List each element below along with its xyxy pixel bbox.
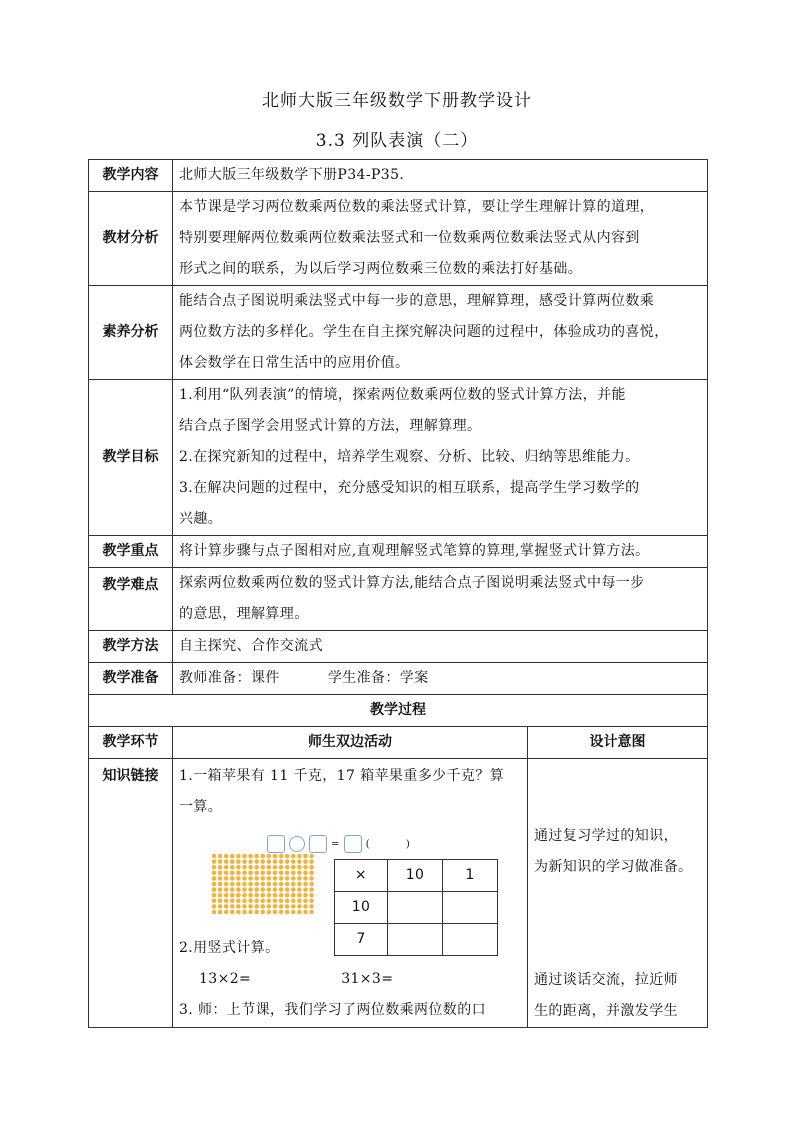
question-1-line: 一算。 <box>179 798 223 815</box>
array-dot <box>279 887 284 892</box>
doc-subtitle: 3.3 列队表演（二） <box>315 131 479 151</box>
array-dot <box>248 904 253 909</box>
array-dot <box>254 870 259 875</box>
array-dot <box>248 864 253 869</box>
array-dot <box>212 859 217 864</box>
array-dot <box>224 864 229 869</box>
array-dot <box>218 904 223 909</box>
blank-circle <box>289 836 305 852</box>
activity-cell <box>173 759 528 1028</box>
array-dot <box>291 892 296 897</box>
calc-a: 13×2= <box>199 970 252 987</box>
array-dot <box>224 887 229 892</box>
array-dot <box>230 909 235 914</box>
array-dot <box>273 898 278 903</box>
array-dot <box>218 870 223 875</box>
array-dot <box>224 898 229 903</box>
text-prep <box>173 663 708 695</box>
array-dot <box>248 859 253 864</box>
text-content: 北师大版三年级数学下册P34-P35. <box>173 160 708 192</box>
array-dot <box>212 864 217 869</box>
array-dot <box>303 876 308 881</box>
grid-empty-cell <box>388 891 443 923</box>
array-dot <box>297 904 302 909</box>
text-focus: 将计算步骤与点子图相对应,直观理解竖式笔算的算理,掌握竖式计算方法。 <box>173 536 708 568</box>
array-dot <box>248 881 253 886</box>
grid-row-label: 7 <box>335 923 388 955</box>
array-dot <box>236 904 241 909</box>
label-method: 教学方法 <box>89 631 173 663</box>
row-focus <box>89 536 708 568</box>
array-dot <box>291 881 296 886</box>
array-dot <box>236 881 241 886</box>
array-dot <box>261 892 266 897</box>
array-dot <box>261 864 266 869</box>
array-dot <box>279 876 284 881</box>
literacy-line: 能结合点子图说明乘法竖式中每一步的意思，理解算理，感受计算两位数乘 <box>179 293 655 309</box>
grid-empty-cell <box>388 923 443 955</box>
array-dot <box>309 876 314 881</box>
array-dot <box>248 909 253 914</box>
array-dot <box>254 898 259 903</box>
array-dot <box>212 892 217 897</box>
array-dot <box>248 876 253 881</box>
process-heading: 教学过程 <box>89 695 708 727</box>
array-dot <box>291 870 296 875</box>
difficulty-line: 的意思，理解算理。 <box>179 606 309 622</box>
array-dot <box>303 904 308 909</box>
array-dot <box>261 859 266 864</box>
array-dot <box>236 859 241 864</box>
array-dot <box>254 881 259 886</box>
array-dot <box>218 898 223 903</box>
goals-line: 结合点子图学会用竖式计算的方法，理解算理。 <box>179 418 482 434</box>
label-analysis: 教材分析 <box>89 192 173 286</box>
array-dot <box>267 909 272 914</box>
array-dot <box>242 859 247 864</box>
array-dot <box>224 870 229 875</box>
grid-empty-cell <box>443 891 498 923</box>
array-dot <box>212 876 217 881</box>
array-dot <box>285 898 290 903</box>
array-dot <box>218 909 223 914</box>
question-2: 2.用竖式计算。 <box>179 939 280 956</box>
label-literacy: 素养分析 <box>89 286 173 380</box>
array-dot <box>236 876 241 881</box>
grid-header-cell: × <box>335 859 388 891</box>
array-dot <box>230 898 235 903</box>
array-dot <box>254 904 259 909</box>
array-dot <box>279 853 284 858</box>
array-dot <box>261 881 266 886</box>
intent-1-line: 通过复习学过的知识， <box>534 828 678 844</box>
row-method <box>89 631 708 663</box>
array-dot <box>261 876 266 881</box>
array-dot <box>230 864 235 869</box>
array-dot <box>224 876 229 881</box>
intent-1-line: 为新知识的学习做准备。 <box>534 859 693 875</box>
array-dot <box>279 881 284 886</box>
col-activity: 师生双边活动 <box>173 727 528 759</box>
array-dot <box>236 853 241 858</box>
array-dot <box>309 892 314 897</box>
text-literacy <box>173 286 708 380</box>
array-dot <box>236 892 241 897</box>
row-process-heading <box>89 695 708 727</box>
array-dot <box>303 892 308 897</box>
array-dot <box>297 898 302 903</box>
array-dot <box>267 864 272 869</box>
array-dot <box>254 864 259 869</box>
array-dot <box>297 881 302 886</box>
array-dot <box>279 859 284 864</box>
array-dot <box>303 870 308 875</box>
goals-line: 2.在探究新知的过程中，培养学生观察、分析、比较、归纳等思维能力。 <box>179 449 640 465</box>
grid-row-label: 10 <box>335 891 388 923</box>
row-content <box>89 160 708 192</box>
blank-box <box>309 835 327 853</box>
array-dot <box>279 864 284 869</box>
array-dot <box>212 887 217 892</box>
array-dot <box>236 898 241 903</box>
array-dot <box>248 887 253 892</box>
array-dot <box>285 892 290 897</box>
row-goals <box>89 380 708 536</box>
array-dot <box>218 892 223 897</box>
label-prep: 教学准备 <box>89 663 173 695</box>
array-dot <box>230 853 235 858</box>
array-dot <box>261 870 266 875</box>
array-dot <box>279 892 284 897</box>
analysis-line: 形式之间的联系，为以后学习两位数乘三位数的乘法打好基础。 <box>179 261 583 277</box>
array-dot <box>242 876 247 881</box>
array-dot <box>309 904 314 909</box>
array-dot <box>230 876 235 881</box>
array-dot <box>218 876 223 881</box>
calc-b: 31×3= <box>341 970 394 987</box>
text-analysis <box>173 192 708 286</box>
prep-teacher: 教师准备：课件 <box>179 670 280 686</box>
array-dot <box>230 870 235 875</box>
text-difficulty <box>173 568 708 631</box>
array-dot <box>291 898 296 903</box>
label-difficulty: 教学难点 <box>89 568 173 631</box>
array-dot <box>297 876 302 881</box>
array-dot <box>261 904 266 909</box>
intent-2-line: 通过谈话交流，拉近师 <box>534 972 678 988</box>
array-dot <box>273 859 278 864</box>
goals-line: 1.利用“队列表演”的情境，探索两位数乘两位数的竖式计算方法，并能 <box>179 387 626 403</box>
array-dot <box>279 870 284 875</box>
literacy-line: 体会数学在日常生活中的应用价值。 <box>179 355 410 371</box>
array-dot <box>285 909 290 914</box>
array-dot <box>236 909 241 914</box>
array-dot <box>267 898 272 903</box>
array-dot <box>224 909 229 914</box>
array-dot <box>297 859 302 864</box>
array-dot <box>273 881 278 886</box>
array-dot <box>291 876 296 881</box>
array-dot <box>291 859 296 864</box>
unit-paren: ( ) <box>365 838 411 850</box>
text-goals <box>173 380 708 536</box>
array-dot <box>218 887 223 892</box>
array-dot <box>242 887 247 892</box>
difficulty-line: 探索两位数乘两位数的竖式计算方法,能结合点子图说明乘法竖式中每一步 <box>179 575 645 591</box>
array-dot <box>291 853 296 858</box>
array-dot <box>242 892 247 897</box>
array-dot <box>279 898 284 903</box>
prep-student: 学生准备：学案 <box>327 670 429 686</box>
array-dot <box>297 853 302 858</box>
array-dot <box>261 853 266 858</box>
array-dot <box>309 898 314 903</box>
stage-knowledge-link: 知识链接 <box>89 759 173 1028</box>
array-dot <box>303 898 308 903</box>
array-dot <box>267 904 272 909</box>
equals-sign: = <box>331 838 340 850</box>
array-dot <box>212 898 217 903</box>
array-dot <box>242 904 247 909</box>
doc-title: 北师大版三年级数学下册教学设计 <box>262 91 532 111</box>
question-3: 3. 师：上节课，我们学习了两位数乘两位数的口 <box>179 1001 487 1018</box>
array-dot <box>230 881 235 886</box>
array-dot <box>236 887 241 892</box>
array-dot <box>285 881 290 886</box>
array-dot <box>285 859 290 864</box>
array-dot <box>254 876 259 881</box>
array-dot <box>218 859 223 864</box>
array-dot <box>285 870 290 875</box>
array-dot <box>297 892 302 897</box>
array-dot <box>279 904 284 909</box>
array-dot <box>267 876 272 881</box>
question-1-line: 1.一箱苹果有 11 千克，17 箱苹果重多少千克？算 <box>179 767 505 784</box>
array-dot <box>254 909 259 914</box>
array-dot <box>273 904 278 909</box>
array-dot <box>285 887 290 892</box>
array-dot <box>212 853 217 858</box>
array-dot <box>309 870 314 875</box>
array-dot <box>261 887 266 892</box>
array-dot <box>297 909 302 914</box>
row-analysis <box>89 192 708 286</box>
analysis-line: 特别要理解两位数乘两位数乘法竖式和一位数乘两位数乘法竖式从内容到 <box>179 230 640 246</box>
array-dot <box>273 853 278 858</box>
array-dot <box>254 892 259 897</box>
array-dot <box>285 904 290 909</box>
array-dot <box>309 881 314 886</box>
array-dot <box>248 870 253 875</box>
array-dot <box>303 853 308 858</box>
grid-empty-cell <box>443 923 498 955</box>
array-dot <box>242 870 247 875</box>
array-dot <box>242 881 247 886</box>
array-dot <box>309 887 314 892</box>
array-dot <box>248 853 253 858</box>
label-content: 教学内容 <box>89 160 173 192</box>
array-dot <box>230 904 235 909</box>
array-dot <box>303 859 308 864</box>
array-dot <box>218 864 223 869</box>
array-dot <box>291 887 296 892</box>
array-dot <box>309 909 314 914</box>
array-dot <box>273 909 278 914</box>
array-dot <box>224 853 229 858</box>
array-dot <box>297 870 302 875</box>
array-dot <box>242 909 247 914</box>
array-dot <box>248 898 253 903</box>
array-dot <box>273 864 278 869</box>
array-dot <box>285 853 290 858</box>
multiplication-grid <box>334 859 498 956</box>
array-dot <box>224 892 229 897</box>
array-dot <box>254 853 259 858</box>
array-dot <box>291 904 296 909</box>
array-dot <box>291 909 296 914</box>
label-goals: 教学目标 <box>89 380 173 536</box>
row-difficulty <box>89 568 708 631</box>
calc-row <box>179 964 521 995</box>
array-dot <box>267 881 272 886</box>
array-dot <box>273 876 278 881</box>
array-dot <box>224 881 229 886</box>
array-dot <box>236 864 241 869</box>
array-dot <box>309 864 314 869</box>
literacy-line: 两位数方法的多样化。学生在自主探究解决问题的过程中，体验成功的喜悦， <box>179 324 669 340</box>
grid-header-cell: 10 <box>388 859 443 891</box>
array-dot <box>279 909 284 914</box>
array-dot <box>297 887 302 892</box>
dot-array-figure <box>179 829 521 947</box>
grid-header-cell: 1 <box>443 859 498 891</box>
array-dot <box>242 853 247 858</box>
array-dot <box>242 864 247 869</box>
array-dot <box>254 859 259 864</box>
array-dot <box>224 904 229 909</box>
array-dot <box>254 887 259 892</box>
array-dot <box>291 864 296 869</box>
array-dot <box>236 870 241 875</box>
text-method: 自主探究、合作交流式 <box>173 631 708 663</box>
array-dot <box>267 887 272 892</box>
array-dot <box>218 881 223 886</box>
array-dot <box>285 864 290 869</box>
array-dot <box>267 859 272 864</box>
array-dot <box>212 881 217 886</box>
array-dot <box>303 909 308 914</box>
row-process-columns <box>89 727 708 759</box>
lesson-plan-table <box>88 159 708 1028</box>
array-dot <box>309 859 314 864</box>
array-dot <box>309 853 314 858</box>
array-dot <box>303 881 308 886</box>
array-dot <box>218 853 223 858</box>
array-dot <box>267 892 272 897</box>
col-intent: 设计意图 <box>528 727 708 759</box>
array-dot <box>230 892 235 897</box>
array-dot <box>267 853 272 858</box>
array-dot <box>303 864 308 869</box>
array-dot <box>273 870 278 875</box>
blank-box <box>344 835 362 853</box>
row-literacy <box>89 286 708 380</box>
goals-line: 3.在解决问题的过程中，充分感受知识的相互联系，提高学生学习数学的 <box>179 480 640 496</box>
array-dot <box>267 870 272 875</box>
array-dot <box>261 898 266 903</box>
array-dot <box>242 898 247 903</box>
row-prep <box>89 663 708 695</box>
array-dot <box>224 859 229 864</box>
array-dot <box>297 864 302 869</box>
array-dot <box>285 876 290 881</box>
col-stage: 教学环节 <box>89 727 173 759</box>
intent-cell <box>528 759 708 1028</box>
goals-line: 兴趣。 <box>179 511 223 527</box>
array-dot <box>212 904 217 909</box>
array-dot <box>230 887 235 892</box>
array-dot <box>273 887 278 892</box>
dot-array <box>211 853 319 917</box>
array-dot <box>212 870 217 875</box>
array-dot <box>248 892 253 897</box>
analysis-line: 本节课是学习两位数乘两位数的乘法竖式计算，要让学生理解计算的道理， <box>179 199 655 215</box>
array-dot <box>230 859 235 864</box>
label-focus: 教学重点 <box>89 536 173 568</box>
array-dot <box>212 909 217 914</box>
row-stage-1 <box>89 759 708 1028</box>
intent-2-line: 生的距离，并激发学生 <box>534 1003 678 1019</box>
array-dot <box>273 892 278 897</box>
array-dot <box>261 909 266 914</box>
blank-box <box>267 835 285 853</box>
array-dot <box>303 887 308 892</box>
